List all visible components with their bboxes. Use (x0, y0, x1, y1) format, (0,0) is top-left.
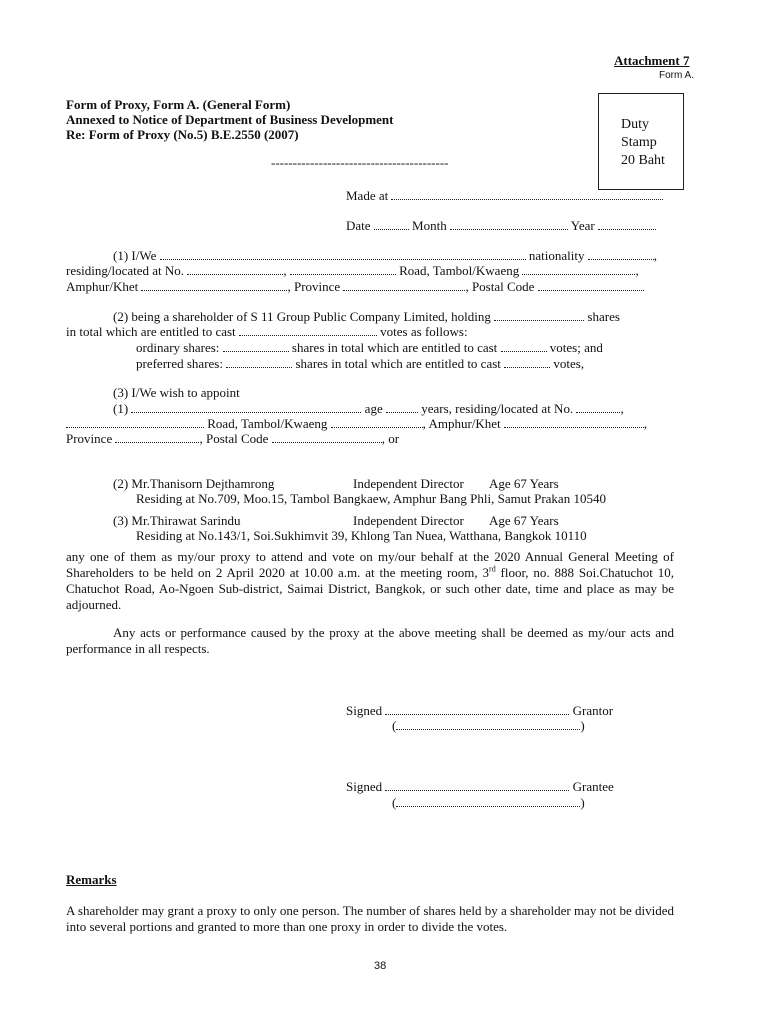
proxy1-age-label: age (364, 401, 383, 416)
grantor-name-field[interactable] (396, 719, 580, 730)
or-label: , or (381, 431, 400, 446)
made-at-row (346, 188, 663, 204)
comma: , (635, 263, 639, 278)
open-paren: ( (392, 718, 397, 733)
preferred-shares-field[interactable] (226, 357, 292, 368)
section1-line1 (113, 248, 657, 264)
grantor-name-row (392, 718, 585, 734)
shareholder-text: (2) being a shareholder of S 11 Group Public Company Limited, holding (113, 309, 491, 324)
proxy1-address-field[interactable] (66, 417, 204, 428)
duty-stamp-box (598, 93, 684, 190)
grantee-signature-row (346, 779, 614, 795)
meeting-text-b: floor, no. 888 Soi.Chatuchot 10, Chatuchot Road, Ao-Ngoen Sub-district, Saimai District, Bangkok, or such other date, time and place as may be adjourned. (66, 565, 675, 612)
section2-line2 (66, 324, 468, 340)
preferred-text: shares in total which are entitled to cast (295, 356, 501, 371)
grantee-name-row (392, 795, 585, 811)
comma: , (620, 401, 624, 416)
date-field[interactable] (374, 219, 409, 230)
proxy3-age: Age 67 Years (489, 513, 559, 528)
stamp-line-2: Stamp (621, 135, 657, 150)
date-label: Date (346, 218, 371, 233)
proxy1-residing-label: years, residing/located at No. (421, 401, 574, 416)
section1-line2 (66, 263, 639, 279)
stamp-line-1: Duty (621, 117, 649, 132)
preferred-votes-label: votes, (553, 356, 585, 371)
residing-label: residing/located at No. (66, 263, 185, 278)
ordinary-shares-row (136, 340, 603, 356)
proxy3-role: Independent Director (353, 513, 464, 528)
road-field[interactable] (522, 264, 635, 275)
postal-field[interactable] (538, 280, 644, 291)
road-label: Road, Tambol/Kwaeng (399, 263, 520, 278)
month-label: Month (412, 218, 447, 233)
comma: , (653, 248, 657, 263)
residing-extra-field[interactable] (290, 264, 396, 275)
proxy3-name: (3) Mr.Thirawat Sarindu (113, 513, 241, 528)
made-at-label: Made at (346, 188, 389, 203)
votes-label: votes as follows: (380, 324, 468, 339)
stamp-line-3: 20 Baht (621, 153, 665, 168)
attachment-label: Attachment 7 (614, 53, 690, 68)
proxy1-age-field[interactable] (386, 402, 418, 413)
province-label: , Province (287, 279, 341, 294)
grantee-name-field[interactable] (396, 796, 580, 807)
proxy1-no-field[interactable] (576, 402, 620, 413)
proxy1-postal-label: , Postal Code (199, 431, 269, 446)
close-paren: ) (580, 718, 585, 733)
preferred-label: preferred shares: (136, 356, 223, 371)
amphur-field[interactable] (141, 280, 287, 291)
iwe-label: (1) I/We (113, 248, 157, 263)
proxy1-province-field[interactable] (115, 432, 199, 443)
made-at-field[interactable] (391, 189, 663, 200)
title-dash-line: ----------------------------------------- (271, 155, 449, 170)
form-label: Form A. (659, 70, 695, 81)
close-paren: ) (580, 795, 585, 810)
preferred-votes-field[interactable] (504, 357, 550, 368)
name-field[interactable] (160, 249, 526, 260)
proxy1-label: (1) (113, 401, 129, 416)
proxy1-province-row (66, 431, 399, 447)
form-subtitle: Annexed to Notice of Department of Business Development (66, 112, 394, 127)
ordinary-label: ordinary shares: (136, 340, 220, 355)
proxy1-amphur-label: , Amphur/Khet (422, 416, 501, 431)
proxy1-road-field[interactable] (331, 417, 423, 428)
entitled-text: in total which are entitled to cast (66, 324, 236, 339)
appoint-label: (3) I/We wish to appoint (113, 385, 240, 400)
comma: , (283, 263, 287, 278)
proxy1-road-label: Road, Tambol/Kwaeng (207, 416, 328, 431)
signed-label: Signed (346, 779, 383, 794)
proxy1-amphur-field[interactable] (504, 417, 644, 428)
form-title: Form of Proxy, Form A. (General Form) (66, 97, 291, 112)
month-field[interactable] (450, 219, 568, 230)
ordinary-votes-label: votes; and (549, 340, 603, 355)
grantor-label: Grantor (572, 703, 614, 718)
ordinary-shares-field[interactable] (223, 341, 289, 352)
grantor-signature-field[interactable] (385, 704, 569, 715)
grantee-signature-field[interactable] (385, 780, 569, 791)
signed-label: Signed (346, 703, 383, 718)
open-paren: ( (392, 795, 397, 810)
residing-no-field[interactable] (187, 264, 283, 275)
remarks-text: A shareholder may grant a proxy to only one person. The number of shares held by a shareholder may not be divided into several portions and granted to more than one proxy in order to divide the votes. (66, 903, 674, 934)
nationality-field[interactable] (588, 249, 654, 260)
shares-label: shares (587, 309, 620, 324)
form-reference: Re: Form of Proxy (No.5) B.E.2550 (2007) (66, 127, 299, 142)
meeting-paragraph (66, 549, 674, 613)
section1-line3 (66, 279, 644, 295)
proxy2-age: Age 67 Years (489, 476, 559, 491)
proxy1-postal-field[interactable] (272, 432, 382, 443)
remarks-heading: Remarks (66, 872, 117, 887)
ordinary-text: shares in total which are entitled to cast (291, 340, 498, 355)
grantor-signature-row (346, 703, 613, 719)
proxy2-name: (2) Mr.Thanisorn Dejthamrong (113, 476, 275, 491)
province-field[interactable] (343, 280, 465, 291)
page-number: 38 (374, 960, 387, 972)
year-field[interactable] (598, 219, 656, 230)
proxy3-address: Residing at No.143/1, Soi.Sukhimvit 39, Khlong Tan Nuea, Watthana, Bangkok 10110 (136, 528, 587, 543)
proxy1-province-label: Province (66, 431, 113, 446)
proxy2-address: Residing at No.709, Moo.15, Tambol Bangkaew, Amphur Bang Phli, Samut Prakan 10540 (136, 491, 606, 506)
shares-held-field[interactable] (494, 310, 584, 321)
section2-line1 (113, 309, 620, 325)
nationality-label: nationality (528, 248, 585, 263)
meeting-text-sup: rd (489, 564, 496, 574)
comma: , (643, 416, 648, 431)
votes-field[interactable] (239, 325, 377, 336)
year-label: Year (570, 218, 595, 233)
postal-label: , Postal Code (465, 279, 535, 294)
proxy1-address-row (66, 416, 647, 432)
ordinary-votes-field[interactable] (501, 341, 547, 352)
date-row (346, 218, 656, 234)
amphur-label: Amphur/Khet (66, 279, 139, 294)
grantee-label: Grantee (572, 779, 614, 794)
proxy2-role: Independent Director (353, 476, 464, 491)
meeting-text-a: any one of them as my/our proxy to attend and vote on my/our behalf at the 2020 Annual General Meeting of Shareholders to be held on 2 April 2020 at 10.00 a.m. at the meeting room, 3 (66, 549, 674, 580)
proxy1-name-field[interactable] (131, 402, 361, 413)
acts-paragraph: Any acts or performance caused by the proxy at the above meeting shall be deemed as my/our acts and performance in all respects. (66, 625, 674, 656)
preferred-shares-row (136, 356, 584, 372)
